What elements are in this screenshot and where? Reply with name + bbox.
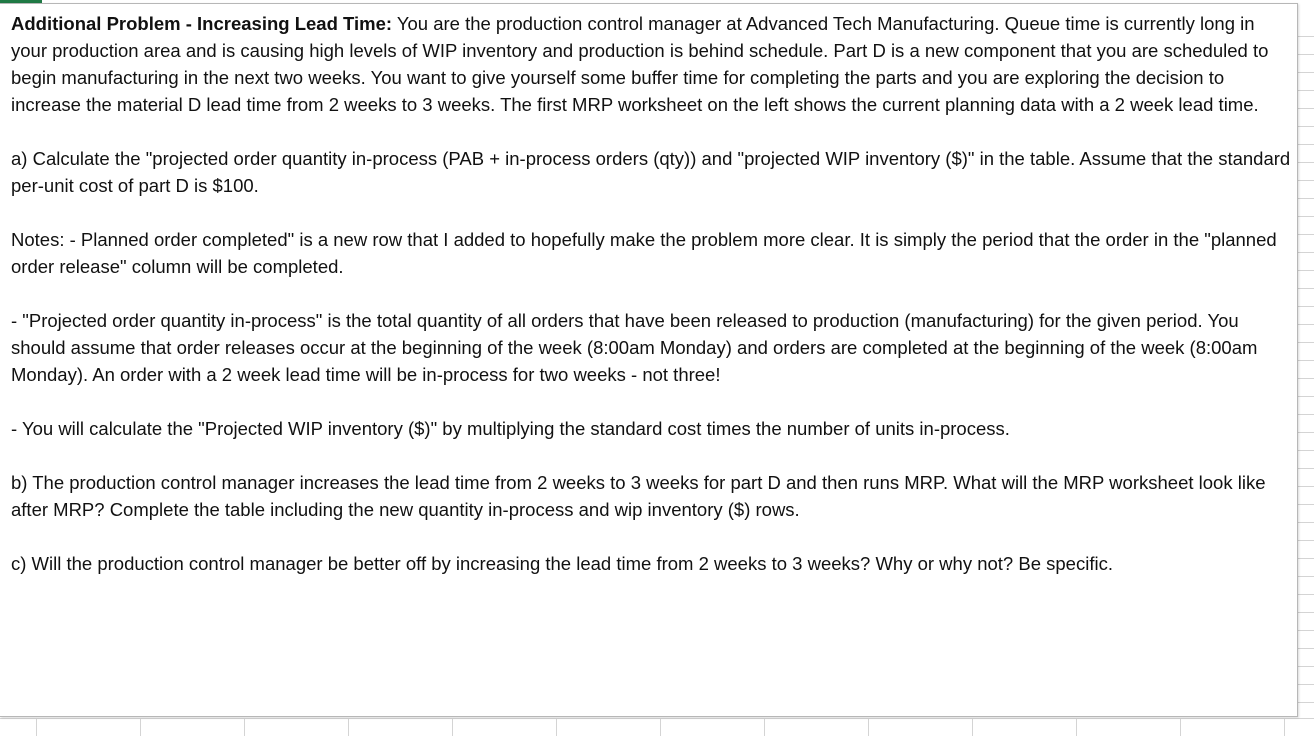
sheet-grid-bottom: [0, 718, 1314, 736]
problem-title: Additional Problem - Increasing Lead Time:: [11, 13, 393, 34]
problem-text: [11, 10, 1291, 577]
problem-text-box[interactable]: [0, 3, 1298, 717]
part-b-text: b) The production control manager increases the lead time from 2 weeks to 3 weeks for part D and then runs MRP. What will the MRP worksheet look like after MRP? Complete the table including the new quantity in-process and wip inventory ($) rows.: [11, 472, 1266, 520]
intro-text: You are the production control manager at Advanced Tech Manufacturing. Queue time is currently long in your production area and is causing high levels of WIP inventory and production is behind schedule. Part D is a new component that you are scheduled to begin manufacturing in the next two weeks. You want to give yourself some buffer time for completing the parts and you are exploring the decision to increase the material D lead time from 2 weeks to 3 weeks. The first MRP worksheet on the left shows the current planning data with a 2 week lead time.: [11, 13, 1269, 115]
sheet-grid-right: [1298, 0, 1314, 736]
intro-paragraph: [11, 10, 1291, 118]
part-a-text: a) Calculate the "projected order quantity in-process (PAB + in-process orders (qty)) and "projected WIP inventory ($)" in the table. Assume that the standard per-unit cost of part D is $100.: [11, 148, 1291, 196]
part-c-text: c) Will the production control manager be better off by increasing the lead time from 2 weeks to 3 weeks? Why or why not? Be specific.: [11, 553, 1113, 574]
note-2-text: - "Projected order quantity in-process" is the total quantity of all orders that have been released to production (manufacturing) for the given period. You should assume that order releases occur at the beginning of the week (8:00am Monday) and orders are completed at the beginning of the week (8:00am Monday). An order with a 2 week lead time will be in-process for two weeks - not three!: [11, 310, 1258, 385]
note-1-text: Notes: - Planned order completed" is a new row that I added to hopefully make the problem more clear. It is simply the period that the order in the "planned order release" column will be completed.: [11, 229, 1277, 277]
note-3-text: - You will calculate the "Projected WIP inventory ($)" by multiplying the standard cost times the number of units in-process.: [11, 418, 1010, 439]
